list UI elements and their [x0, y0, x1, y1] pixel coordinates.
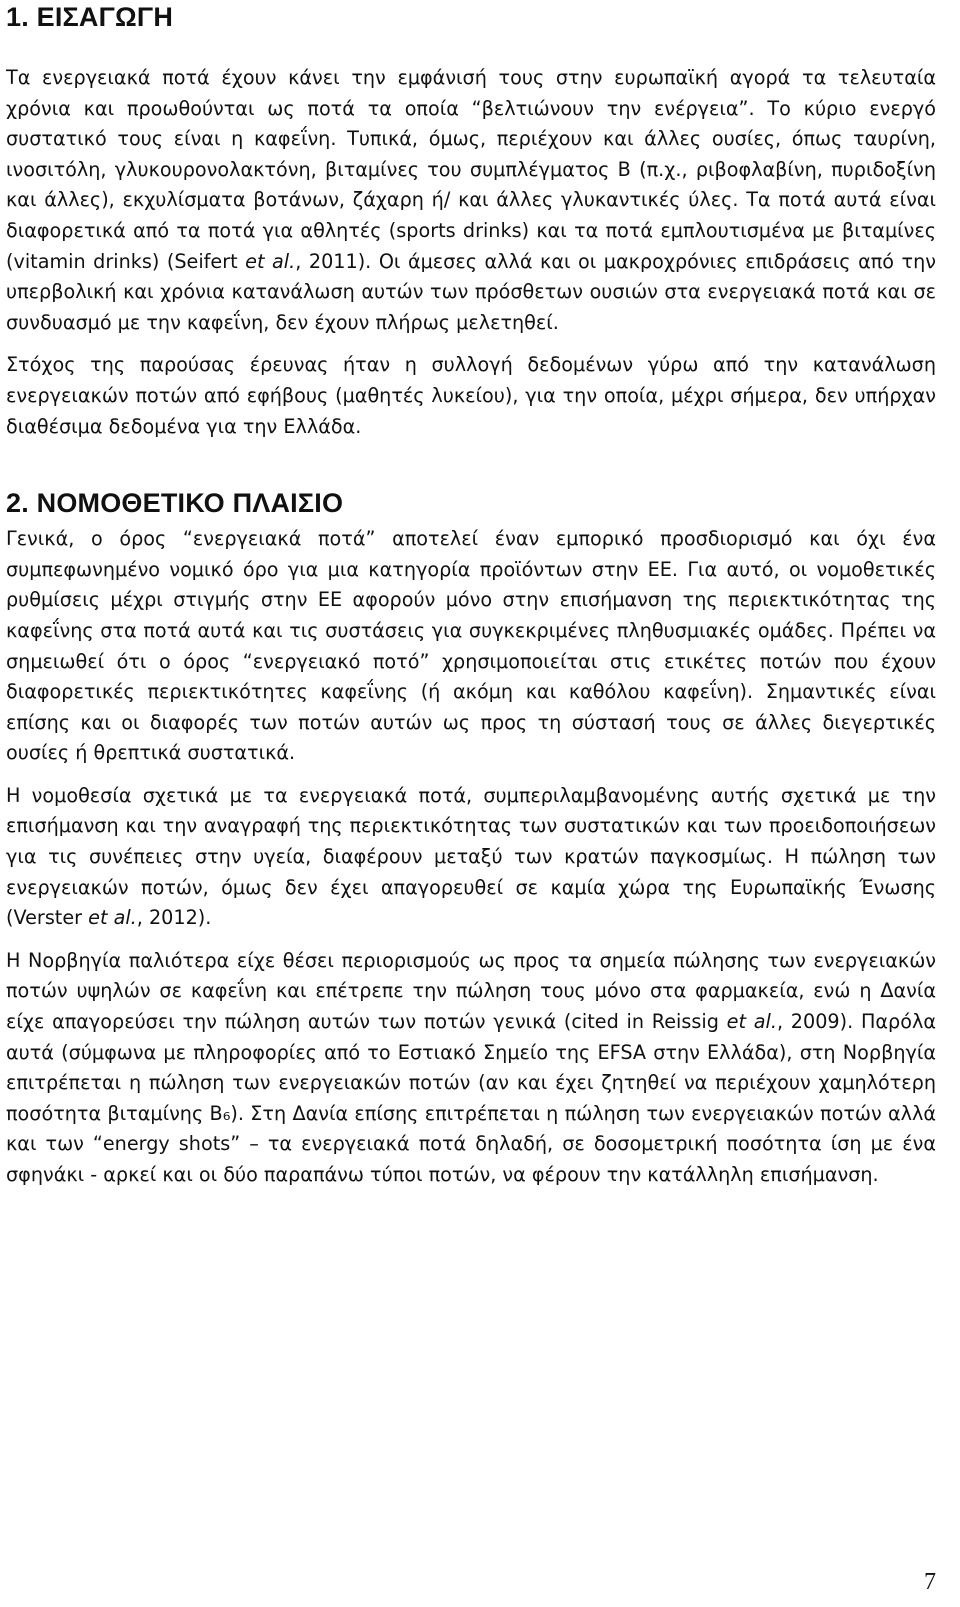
paragraph-text-run: Γενικά, ο όρος “ενεργειακά ποτά” αποτελεί έναν εμπορικό προσδιορισμό και όχι ένα συμπεφωνημένο νομικό όρο για μια κατηγορία προϊόντων στην ΕΕ. Για αυτό, οι νομοθετικές ρυθμίσεις μέχρι στιγμής στην ΕΕ αφορούν μόνο στην επισήμανση της περιεκτικότητας της καφεΐνης στα ποτά αυτά και τις συστάσεις για συγκεκριμένες πληθυσμιακές ομάδες. Πρέπει να σημειωθεί ότι ο όρος “ενεργειακό ποτό” χρησιμοποιείται στις ετικέτες ποτών που έχουν διαφορετικές περιεκτικότητες καφεΐνης (ή ακόμη και καθόλου καφεΐνη). Σημαντικές είναι επίσης και οι διαφορές των ποτών αυτών ως προς τη σύστασή τους σε άλλες διεγερτικές ουσίες ή θρεπτικά συστατικά. — [6, 527, 936, 765]
italic-citation-text: et al. — [245, 249, 296, 273]
section-1-paragraph-2 — [6, 350, 936, 442]
section-2-paragraph-3 — [6, 946, 936, 1191]
paragraph-text-run: , 2011). Οι άμεσες αλλά και οι μακροχρόνιες επιδράσεις από την υπερβολική και χρόνια κατανάλωση αυτών των πρόσθετων ουσιών στα ενεργειακά ποτά και σε συνδυασμό με την καφεΐνη, δεν έχουν πλήρως μελετηθεί. — [6, 249, 936, 334]
section-2-heading: 2. ΝΟΜΟΘΕΤΙΚΟ ΠΛΑΙΣΙΟ — [6, 488, 344, 519]
paragraph-text-run: , 2012). — [136, 906, 212, 930]
document-page — [6, 0, 936, 1203]
italic-citation-text: et al. — [88, 906, 137, 930]
paragraph-text-run: Η Νορβηγία παλιότερα είχε θέσει περιορισμούς ως προς τα σημεία πώλησης των ενεργειακών ποτών υψηλών σε καφεΐνη και επέτρεπε την πώληση τους μόνο στα φαρμακεία, ενώ η Δανία είχε απαγορεύσει την πώληση αυτών των ποτών γενικά (cited in Reissig — [6, 948, 936, 1034]
paragraph-text-run: Στόχος της παρούσας έρευνας ήταν η συλλογή δεδομένων γύρω από την κατανάλωση ενεργειακών ποτών από εφήβους (μαθητές λυκείου), για την οποία, μέχρι σήμερα, δεν υπήρχαν διαθέσιμα δεδομένα για την Ελλάδα. — [6, 353, 936, 438]
paragraph-text-run: Τα ενεργειακά ποτά έχουν κάνει την εμφάνισή τους στην ευρωπαϊκή αγορά τα τελευταία χρόνια και προωθούνται ως ποτά τα οποία “βελτιώνουν την ενέργεια”. Το κύριο ενεργό συστατικό τους είναι η καφεΐνη. Τυπικά, όμως, περιέχουν και άλλες ουσίες, όπως ταυρίνη, ινοσιτόλη, γλυκουρονολακτόνη, βιταμίνες του συμπλέγματος Β (π.χ., ριβοφλαβίνη, πυριδοξίνη και άλλες), εκχυλίσματα βοτάνων, ζάχαρη ή/ και άλλες γλυκαντικές ύλες. Τα ποτά αυτά είναι διαφορετικά από τα ποτά για αθλητές (sports drinks) και τα ποτά εμπλουτισμένα με βιταμίνες (vitamin drinks) (Seifert — [6, 66, 936, 273]
page-number: 7 — [924, 1569, 936, 1595]
section-2-paragraph-2 — [6, 781, 936, 934]
paragraph-text-run: Η νομοθεσία σχετικά με τα ενεργειακά ποτά, συμπεριλαμβανομένης αυτής σχετικά με την επισήμανση και την αναγραφή της περιεκτικότητας των συστατικών και των προειδοποιήσεων για τις συνέπειες στην υγεία, διαφέρουν μεταξύ των κρατών παγκοσμίως. Η πώληση των ενεργειακών ποτών, όμως δεν έχει απαγορευθεί σε καμία χώρα της Ευρωπαϊκής Ένωσης (Verster — [6, 783, 936, 930]
section-2-paragraph-1 — [6, 524, 936, 769]
paragraph-text-run: , 2009). Παρόλα αυτά (σύμφωνα με πληροφορίες από το Εστιακό Σημείο της EFSA στην Ελλάδα), στη Νορβηγία επιτρέπεται η πώληση των ενεργειακών ποτών (αν και έχει ζητηθεί να περιέχουν χαμηλότερη ποσότητα βιταμίνης B₆). Στη Δανία επίσης επιτρέπεται η πώληση των ενεργειακών ποτών αλλά και των “energy shots” – τα ενεργειακά ποτά δηλαδή, σε δοσομετρική ποσότητα ίση με ένα σφηνάκι - αρκεί και οι δύο παραπάνω τύποι ποτών, να φέρουν την κατάλληλη επισήμανση. — [6, 1010, 936, 1186]
section-1-heading: 1. ΕΙΣΑΓΩΓΗ — [6, 2, 174, 32]
section-1-paragraph-1 — [6, 63, 936, 338]
italic-citation-text: et al. — [726, 1010, 777, 1034]
